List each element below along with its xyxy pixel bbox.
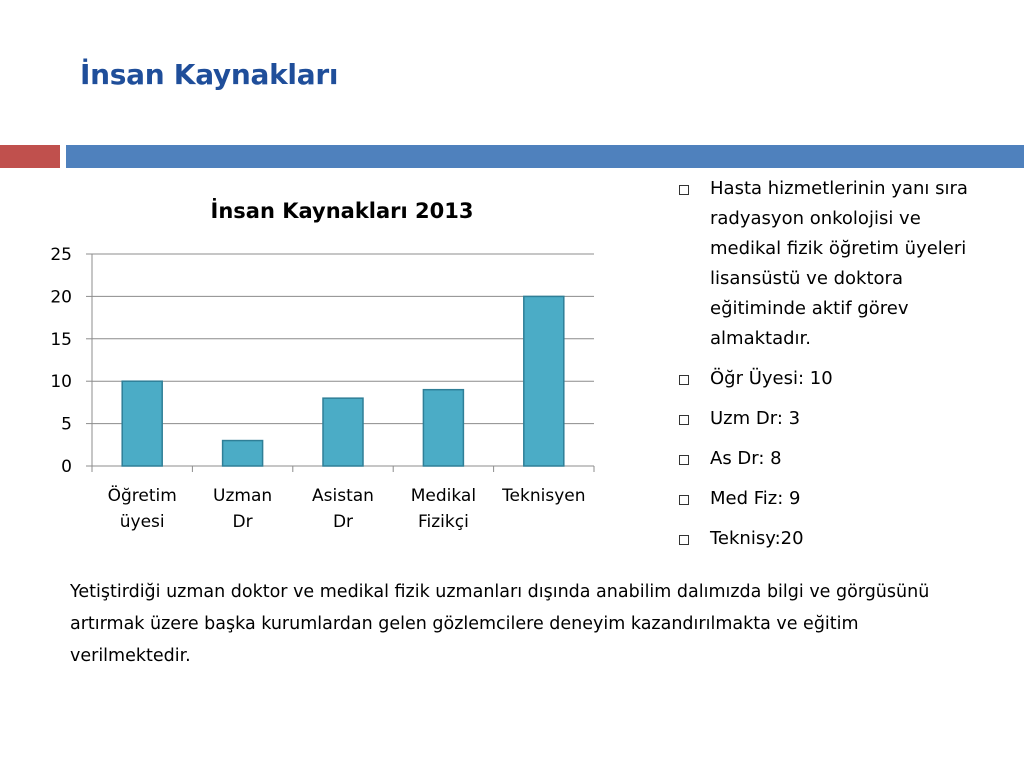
slide-title: İnsan Kaynakları: [80, 58, 339, 91]
square-bullet-icon: [679, 185, 689, 195]
x-tick-label: Öğretim üyesi: [107, 486, 177, 532]
square-bullet-icon: [679, 415, 689, 425]
bullet-item: [676, 404, 976, 434]
square-bullet-icon: [679, 375, 689, 385]
y-tick-label: 25: [50, 245, 72, 265]
bar: [223, 441, 263, 466]
bar: [524, 296, 564, 466]
y-tick-label: 20: [50, 287, 72, 308]
square-bullet-icon: [679, 535, 689, 545]
y-tick-label: 10: [50, 372, 72, 393]
chart-plot-area: [0, 180, 620, 480]
bar: [423, 390, 463, 466]
bullet-text: As Dr: 8: [710, 448, 782, 469]
square-bullet-icon: [679, 455, 689, 465]
y-tick-label: 15: [50, 329, 72, 350]
bullet-item: [676, 524, 976, 554]
x-tick-label: Uzman Dr: [213, 486, 273, 532]
y-tick-label: 5: [61, 414, 72, 435]
bullet-item: [676, 444, 976, 474]
bullet-item: [676, 174, 976, 354]
bar: [122, 381, 162, 466]
x-tick-label: Teknisyen: [502, 486, 586, 506]
chart-title: İnsan Kaynakları 2013: [210, 199, 474, 223]
bullet-text: Teknisy:20: [710, 528, 804, 549]
bullet-text: Öğr Üyesi: 10: [710, 368, 833, 389]
bullet-text: Med Fiz: 9: [710, 488, 801, 509]
accent-bar-red: [0, 145, 60, 168]
bullet-text: Hasta hizmetlerinin yanı sıra radyasyon onkolojisi ve medikal fizik öğretim üyeleri lisansüstü ve doktora eğitiminde aktif görev almaktadır.: [710, 178, 968, 349]
x-tick-label: Asistan Dr: [312, 486, 374, 532]
y-tick-label: 0: [61, 457, 72, 477]
bullet-list: [676, 174, 976, 564]
bullet-item: [676, 484, 976, 514]
bullet-item: [676, 364, 976, 394]
bullet-text: Uzm Dr: 3: [710, 408, 801, 429]
accent-bar-blue: [66, 145, 1024, 168]
bar-chart: [0, 180, 620, 560]
body-paragraph: Yetiştirdiği uzman doktor ve medikal fizik uzmanları dışında anabilim dalımızda bilgi ve görgüsünü artırmak üzere başka kurumlardan gelen gözlemcilere deneyim kazandırılmakta ve eğitim verilmektedir.: [70, 582, 930, 666]
bar: [323, 398, 363, 466]
square-bullet-icon: [679, 495, 689, 505]
x-tick-label: Medikal Fizikçi: [410, 486, 477, 532]
